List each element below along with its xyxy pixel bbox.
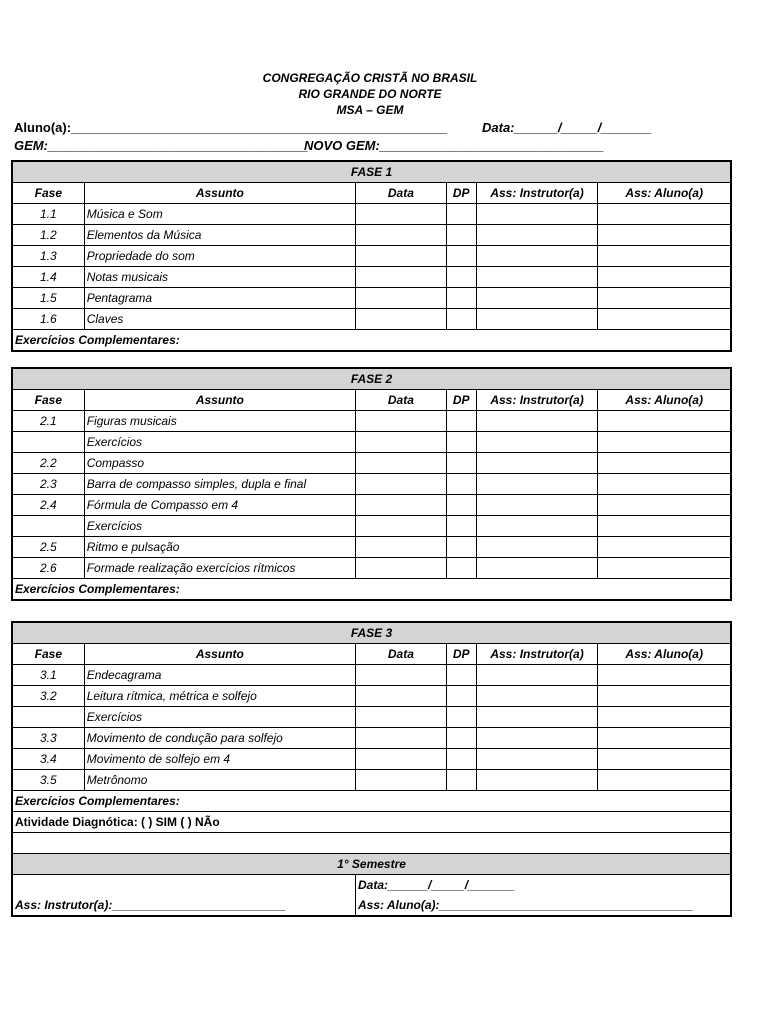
fase-3-table <box>11 621 732 917</box>
assunto-cell: Figuras musicais <box>84 411 355 432</box>
fase-2-title: FASE 2 <box>12 368 731 390</box>
dp-cell[interactable] <box>446 749 476 770</box>
assunto-cell: Movimento de solfejo em 4 <box>84 749 355 770</box>
aluno-signature-cell[interactable] <box>598 728 731 749</box>
aluno-signature-cell[interactable] <box>598 288 731 309</box>
fase-number: 1.2 <box>12 225 84 246</box>
fase-1-table <box>11 160 732 352</box>
table-row <box>12 558 731 579</box>
fase-number: 3.2 <box>12 686 84 707</box>
header-line-2: RIO GRANDE DO NORTE <box>298 87 442 101</box>
col-header-aluno: Ass: Aluno(a) <box>598 644 731 665</box>
col-header-instrutor: Ass: Instrutor(a) <box>476 390 598 411</box>
aluno-signature-cell[interactable] <box>598 537 731 558</box>
fase-number: 2.4 <box>12 495 84 516</box>
fase-1-title: FASE 1 <box>12 161 731 183</box>
aluno-signature-cell[interactable] <box>598 516 731 537</box>
table-row <box>12 770 731 791</box>
table-row <box>12 537 731 558</box>
col-header-instrutor: Ass: Instrutor(a) <box>476 183 598 204</box>
instrutor-signature-cell[interactable] <box>476 288 598 309</box>
data-cell[interactable] <box>355 288 446 309</box>
assunto-cell: Endecagrama <box>84 665 355 686</box>
table-row <box>12 309 731 330</box>
aluno-signature-cell[interactable] <box>598 453 731 474</box>
aluno-signature-cell[interactable] <box>598 432 731 453</box>
instrutor-signature-cell[interactable] <box>476 453 598 474</box>
dp-cell[interactable] <box>446 558 476 579</box>
novo-gem-field[interactable]: NOVO GEM:_______________________________ <box>304 138 604 153</box>
data-cell[interactable] <box>355 558 446 579</box>
instrutor-signature-cell[interactable] <box>476 686 598 707</box>
table-row <box>12 516 731 537</box>
data-cell[interactable] <box>355 537 446 558</box>
exercicios-complementares-field[interactable]: Exercícios Complementares: <box>12 791 731 812</box>
instrutor-signature-cell[interactable] <box>476 770 598 791</box>
col-header-data: Data <box>355 390 446 411</box>
dp-cell[interactable] <box>446 665 476 686</box>
aluno-signature-cell[interactable] <box>598 267 731 288</box>
exercicios-complementares-field[interactable]: Exercícios Complementares: <box>12 579 731 601</box>
dp-cell[interactable] <box>446 225 476 246</box>
instrutor-signature-cell[interactable] <box>476 267 598 288</box>
fase-number <box>12 516 84 537</box>
blank-cell <box>12 875 355 896</box>
aluno-signature-cell[interactable] <box>598 686 731 707</box>
table-row <box>12 288 731 309</box>
dp-cell[interactable] <box>446 411 476 432</box>
semestre-data-field[interactable]: Data:______/_____/_______ <box>355 875 731 896</box>
col-header-fase: Fase <box>12 183 84 204</box>
assunto-cell: Movimento de condução para solfejo <box>84 728 355 749</box>
col-header-fase: Fase <box>12 390 84 411</box>
col-header-aluno: Ass: Aluno(a) <box>598 183 731 204</box>
dp-cell[interactable] <box>446 495 476 516</box>
dp-cell[interactable] <box>446 728 476 749</box>
dp-cell[interactable] <box>446 770 476 791</box>
assunto-cell: Exercícios <box>84 707 355 728</box>
col-header-assunto: Assunto <box>84 390 355 411</box>
semestre-title: 1° Semestre <box>12 854 731 875</box>
dp-cell[interactable] <box>446 686 476 707</box>
fase-2-header-row <box>12 390 731 411</box>
fase-number: 1.5 <box>12 288 84 309</box>
table-row <box>12 474 731 495</box>
aluno-signature-cell[interactable] <box>598 309 731 330</box>
assunto-cell: Claves <box>84 309 355 330</box>
fase-number: 3.3 <box>12 728 84 749</box>
fase-number: 1.4 <box>12 267 84 288</box>
assunto-cell: Fórmula de Compasso em 4 <box>84 495 355 516</box>
aluno-signature-cell[interactable] <box>598 558 731 579</box>
dp-cell[interactable] <box>446 288 476 309</box>
dp-cell[interactable] <box>446 707 476 728</box>
assunto-cell: Música e Som <box>84 204 355 225</box>
instrutor-signature-cell[interactable] <box>476 432 598 453</box>
ass-aluno-field[interactable]: Ass: Aluno(a):______________________________________ <box>355 895 731 916</box>
instrutor-signature-cell[interactable] <box>476 495 598 516</box>
assunto-cell: Leitura rítmica, métrica e solfejo <box>84 686 355 707</box>
fase-1-header-row <box>12 183 731 204</box>
assunto-cell: Formade realização exercícios rítmicos <box>84 558 355 579</box>
instrutor-signature-cell[interactable] <box>476 474 598 495</box>
fase-number: 2.6 <box>12 558 84 579</box>
table-row <box>12 204 731 225</box>
fase-number: 3.1 <box>12 665 84 686</box>
instrutor-signature-cell[interactable] <box>476 411 598 432</box>
instrutor-signature-cell[interactable] <box>476 749 598 770</box>
atividade-diagnostica-label: Atividade Diagnótica: ( ) SIM ( ) NÃo <box>15 815 220 829</box>
data-cell[interactable] <box>355 432 446 453</box>
data-cell[interactable] <box>355 665 446 686</box>
instrutor-signature-cell[interactable] <box>476 665 598 686</box>
aluno-signature-cell[interactable] <box>598 495 731 516</box>
data-cell[interactable] <box>355 516 446 537</box>
instrutor-signature-cell[interactable] <box>476 516 598 537</box>
assunto-cell: Compasso <box>84 453 355 474</box>
table-row <box>12 749 731 770</box>
table-row <box>12 707 731 728</box>
col-header-instrutor: Ass: Instrutor(a) <box>476 644 598 665</box>
document-header <box>0 70 740 118</box>
gem-field[interactable]: GEM:____________________________________ <box>14 138 309 153</box>
aluno-field[interactable]: Aluno(a):____________________________________________________ <box>14 120 447 135</box>
col-header-assunto: Assunto <box>84 644 355 665</box>
ass-instrutor-field[interactable]: Ass: Instrutor(a):__________________________ <box>12 895 355 916</box>
data-field[interactable]: Data:______/_____/_______ <box>482 120 652 135</box>
aluno-signature-cell[interactable] <box>598 665 731 686</box>
assunto-cell: Exercícios <box>84 516 355 537</box>
data-cell[interactable] <box>355 204 446 225</box>
fase-number: 2.5 <box>12 537 84 558</box>
fase-number: 2.1 <box>12 411 84 432</box>
col-header-aluno: Ass: Aluno(a) <box>598 390 731 411</box>
fase-number: 3.5 <box>12 770 84 791</box>
data-cell[interactable] <box>355 309 446 330</box>
aluno-signature-cell[interactable] <box>598 411 731 432</box>
header-line-1: CONGREGAÇÃO CRISTÃ NO BRASIL <box>262 71 478 85</box>
col-header-assunto: Assunto <box>84 183 355 204</box>
atividade-diagnostica-field[interactable] <box>12 812 731 833</box>
assunto-cell: Notas musicais <box>84 267 355 288</box>
dp-cell[interactable] <box>446 537 476 558</box>
assunto-cell: Barra de compasso simples, dupla e final <box>84 474 355 495</box>
table-row <box>12 686 731 707</box>
data-cell[interactable] <box>355 246 446 267</box>
fase-number: 3.4 <box>12 749 84 770</box>
data-cell[interactable] <box>355 707 446 728</box>
data-cell[interactable] <box>355 749 446 770</box>
table-row <box>12 728 731 749</box>
table-row <box>12 665 731 686</box>
aluno-signature-cell[interactable] <box>598 770 731 791</box>
dp-cell[interactable] <box>446 246 476 267</box>
col-header-dp: DP <box>446 644 476 665</box>
table-row <box>12 267 731 288</box>
assunto-cell: Ritmo e pulsação <box>84 537 355 558</box>
table-row <box>12 225 731 246</box>
fase-number <box>12 707 84 728</box>
instrutor-signature-cell[interactable] <box>476 225 598 246</box>
data-cell[interactable] <box>355 411 446 432</box>
fase-3-title: FASE 3 <box>12 622 731 644</box>
data-cell[interactable] <box>355 453 446 474</box>
assunto-cell: Propriedade do som <box>84 246 355 267</box>
instrutor-signature-cell[interactable] <box>476 728 598 749</box>
dp-cell[interactable] <box>446 432 476 453</box>
table-row <box>12 246 731 267</box>
aluno-signature-cell[interactable] <box>598 707 731 728</box>
data-cell[interactable] <box>355 770 446 791</box>
dp-cell[interactable] <box>446 309 476 330</box>
data-cell[interactable] <box>355 474 446 495</box>
blank-row <box>12 833 731 854</box>
instrutor-signature-cell[interactable] <box>476 246 598 267</box>
col-header-data: Data <box>355 644 446 665</box>
dp-cell[interactable] <box>446 453 476 474</box>
dp-cell[interactable] <box>446 516 476 537</box>
header-line-3: MSA – GEM <box>336 103 404 117</box>
fase-number: 2.2 <box>12 453 84 474</box>
fase-number <box>12 432 84 453</box>
instrutor-signature-cell[interactable] <box>476 204 598 225</box>
instrutor-signature-cell[interactable] <box>476 707 598 728</box>
assunto-cell: Elementos da Música <box>84 225 355 246</box>
aluno-signature-cell[interactable] <box>598 246 731 267</box>
dp-cell[interactable] <box>446 267 476 288</box>
col-header-dp: DP <box>446 183 476 204</box>
col-header-data: Data <box>355 183 446 204</box>
data-cell[interactable] <box>355 495 446 516</box>
table-row <box>12 453 731 474</box>
aluno-signature-cell[interactable] <box>598 204 731 225</box>
data-cell[interactable] <box>355 225 446 246</box>
aluno-signature-cell[interactable] <box>598 225 731 246</box>
aluno-signature-cell[interactable] <box>598 474 731 495</box>
assunto-cell: Exercícios <box>84 432 355 453</box>
fase-number: 2.3 <box>12 474 84 495</box>
fase-number: 1.1 <box>12 204 84 225</box>
table-row <box>12 411 731 432</box>
fase-2-table <box>11 367 732 601</box>
col-header-dp: DP <box>446 390 476 411</box>
fase-number: 1.3 <box>12 246 84 267</box>
data-cell[interactable] <box>355 267 446 288</box>
table-row <box>12 495 731 516</box>
assunto-cell: Metrônomo <box>84 770 355 791</box>
dp-cell[interactable] <box>446 204 476 225</box>
instrutor-signature-cell[interactable] <box>476 309 598 330</box>
data-cell[interactable] <box>355 686 446 707</box>
dp-cell[interactable] <box>446 474 476 495</box>
table-row <box>12 432 731 453</box>
aluno-signature-cell[interactable] <box>598 749 731 770</box>
instrutor-signature-cell[interactable] <box>476 558 598 579</box>
exercicios-complementares-field[interactable]: Exercícios Complementares: <box>12 330 731 352</box>
fase-3-header-row <box>12 644 731 665</box>
col-header-fase: Fase <box>12 644 84 665</box>
assunto-cell: Pentagrama <box>84 288 355 309</box>
fase-number: 1.6 <box>12 309 84 330</box>
data-cell[interactable] <box>355 728 446 749</box>
instrutor-signature-cell[interactable] <box>476 537 598 558</box>
